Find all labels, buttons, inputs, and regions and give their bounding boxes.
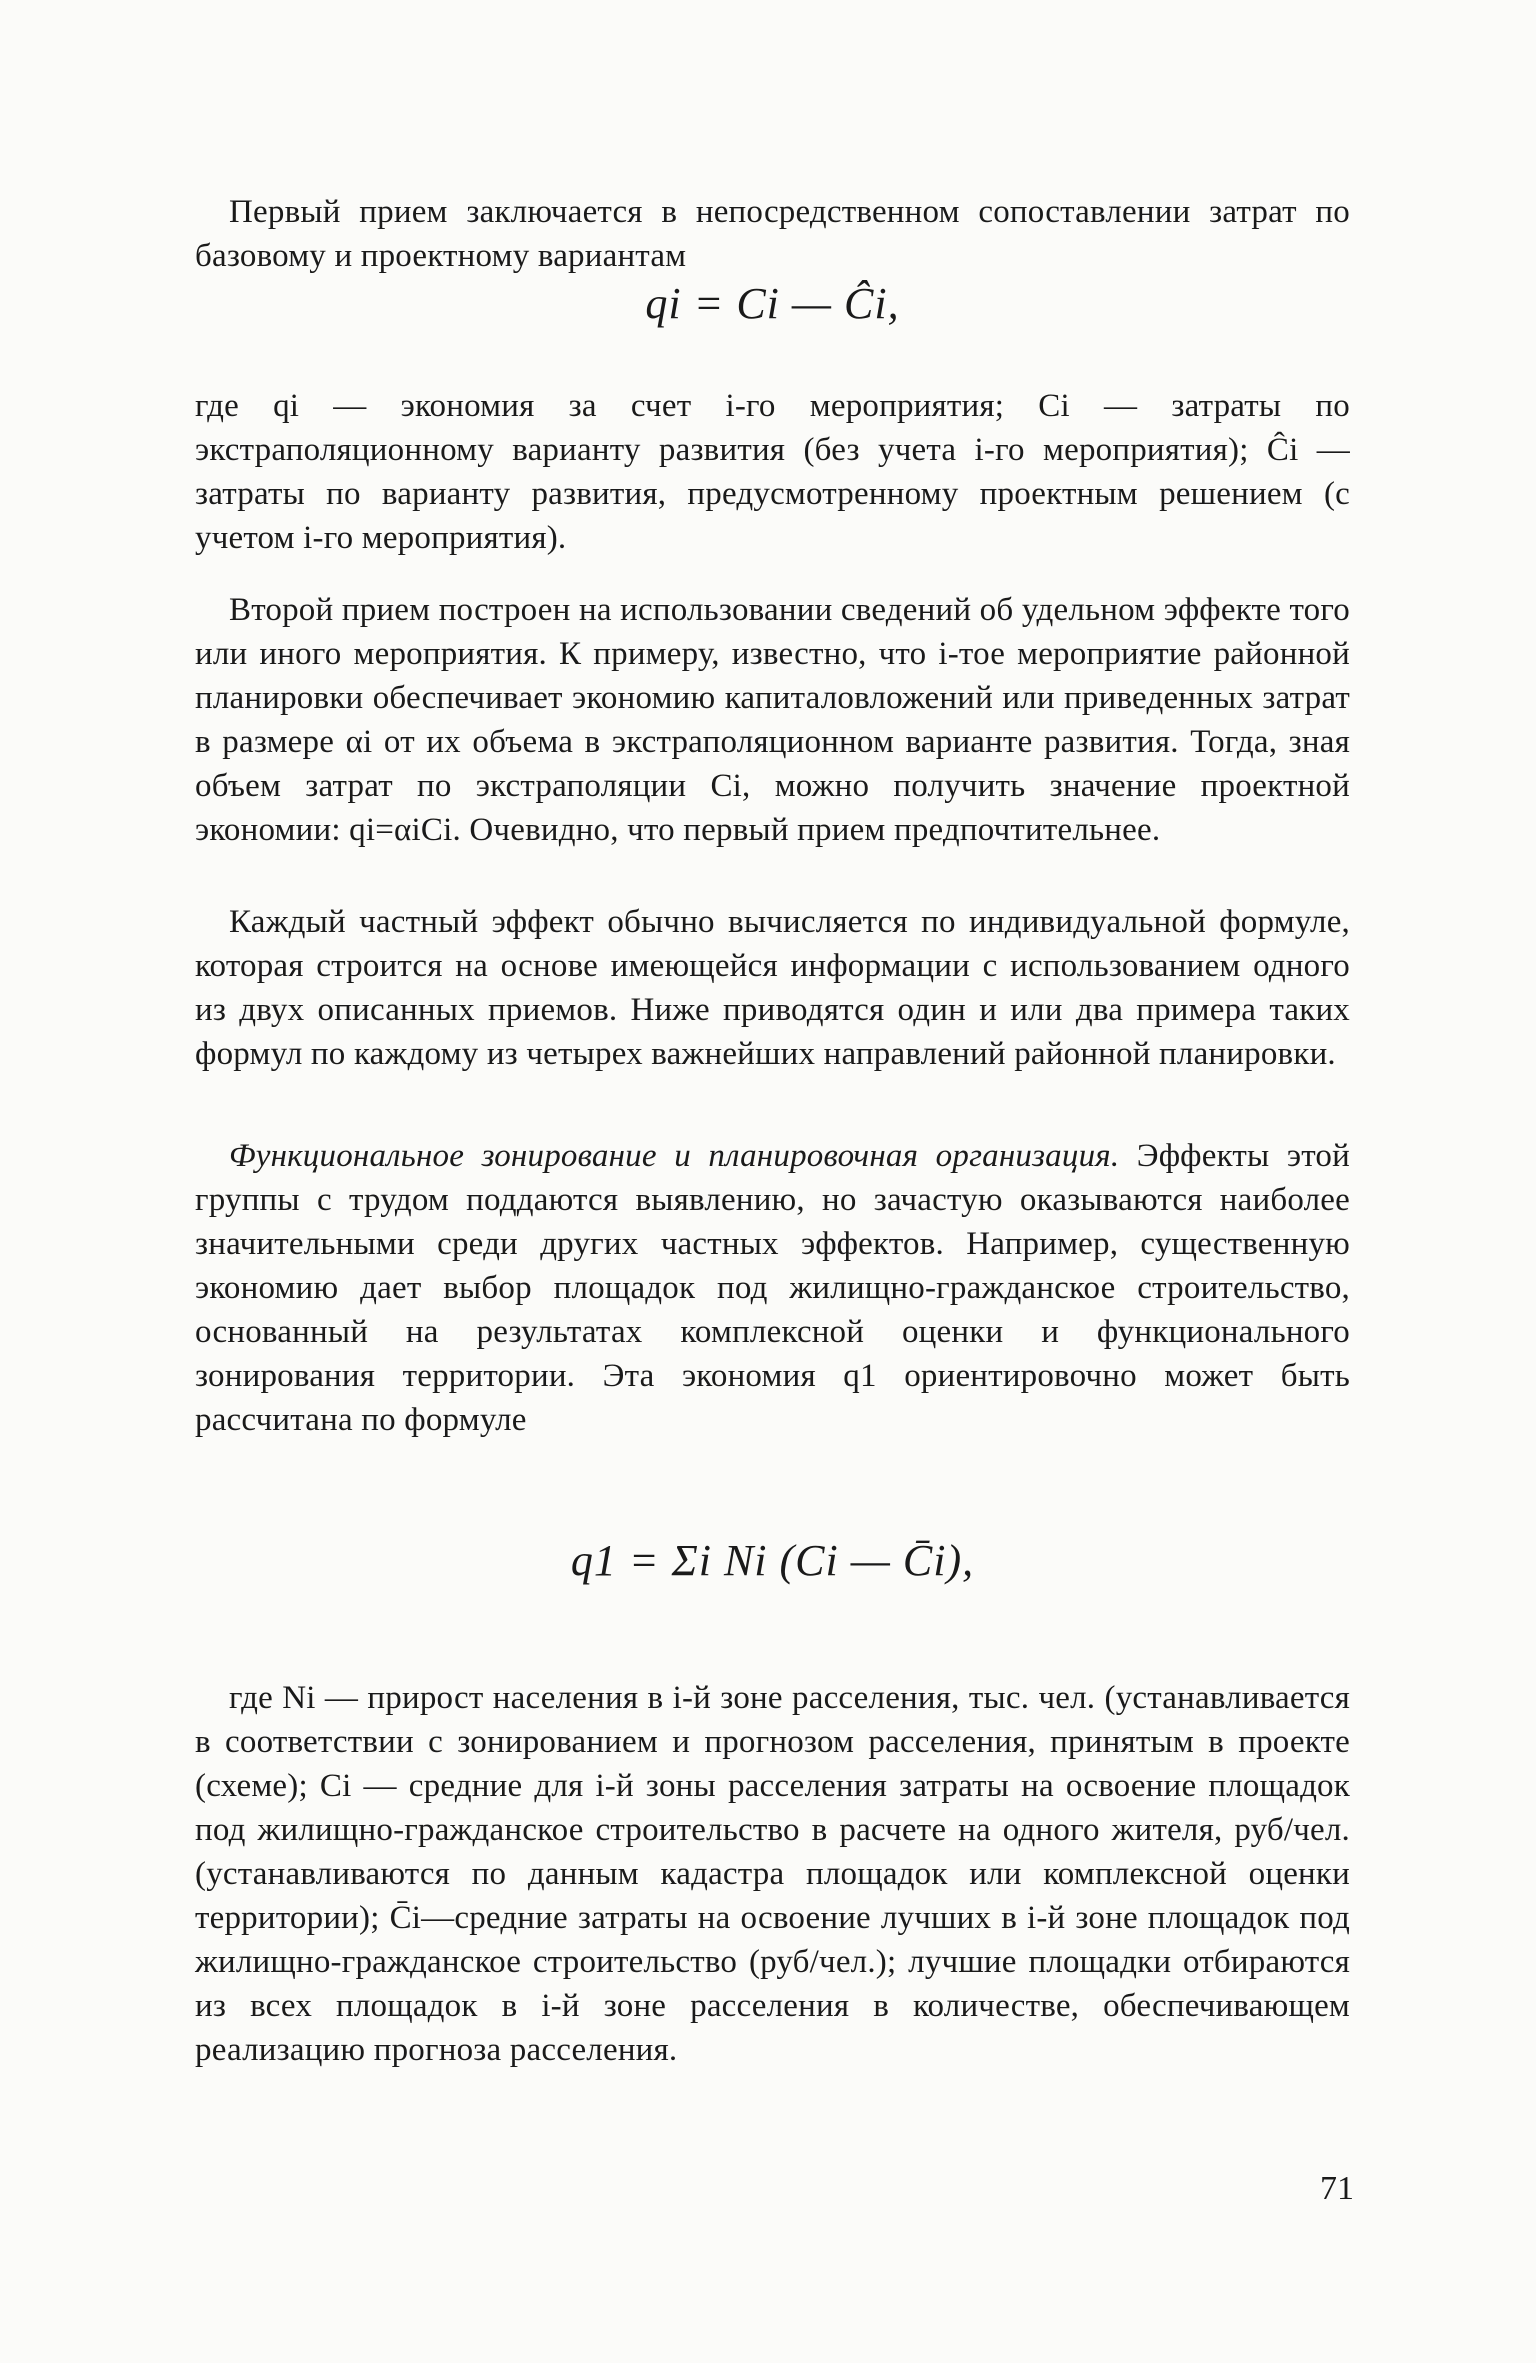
paragraph-6-text: где Ni — прирост населения в i-й зоне расселения, тыс. чел. (устанавливается в соответствии с зонированием и прогнозом расселения, принятым в проекте (схеме); Ci — средние для i-й зоны расселения затраты на освоение площадок под жилищно-гражданское строительство в расчете на одного жителя, руб/чел. (устанавливаются по данным кадастра площадок или комплексной оценки территории); C̄i—средние затраты на освоение лучших в i-й зоне площадок под жилищно-гражданское строительство (руб/чел.); лучшие площадки отбираются из всех площадок в i-й зоне расселения в количестве, обеспечивающем реализацию прогноза расселения. [195, 1680, 1350, 2068]
paragraph-2 [195, 384, 1350, 560]
paragraph-4 [195, 900, 1350, 1076]
paragraph-3 [195, 588, 1350, 852]
paragraph-5-text [195, 1134, 1350, 1442]
paragraph-1-text: Первый прием заключается в непосредственном сопоставлении затрат по базовому и проектному вариантам [195, 194, 1350, 274]
formula-2: q1 = Σi Ni (Ci — C̄i), [570, 1536, 975, 1585]
paragraph-5-body: Эффекты этой группы с трудом поддаются выявлению, но зачастую оказываются наиболее значительными среди других частных эффектов. Например, существенную экономию дает выбор площадок под жилищно-гражданское строительство, основанный на результатах комплексной оценки и функционального зонирования территории. Эта экономия q1 ориентировочно может быть рассчитана по формуле [195, 1138, 1350, 1438]
formula-1: qi = Ci — Ĉi, [645, 279, 900, 328]
paragraph-6 [195, 1676, 1350, 2072]
paragraph-1 [195, 190, 1350, 278]
paragraph-4-text: Каждый частный эффект обычно вычисляется по индивидуальной формуле, которая строится на основе имеющейся информации с использованием одного из двух описанных приемов. Ниже приводятся один и или два примера таких формул по каждому из четырех важнейших направлений районной планировки. [195, 904, 1350, 1072]
section-heading: Функциональное зонирование и планировочная организация. [229, 1138, 1120, 1174]
paragraph-2-text: где qi — экономия за счет i-го мероприятия; Ci — затраты по экстраполяционному варианту развития (без учета i-го мероприятия); Ĉi — затраты по варианту развития, предусмотренному проектным решением (с учетом i-го мероприятия). [195, 388, 1350, 556]
page-number: 71 [1320, 2170, 1354, 2207]
paragraph-5 [195, 1134, 1350, 1442]
paragraph-3-text: Второй прием построен на использовании сведений об удельном эффекте того или иного мероприятия. К примеру, известно, что i-тое мероприятие районной планировки обеспечивает экономию капиталовложений или приведенных затрат в размере αi от их объема в экстраполяционном варианте развития. Тогда, зная объем затрат по экстраполяции Ci, можно получить значение проектной экономии: qi=αiCi. Очевидно, что первый прием предпочтительнее. [195, 592, 1350, 848]
